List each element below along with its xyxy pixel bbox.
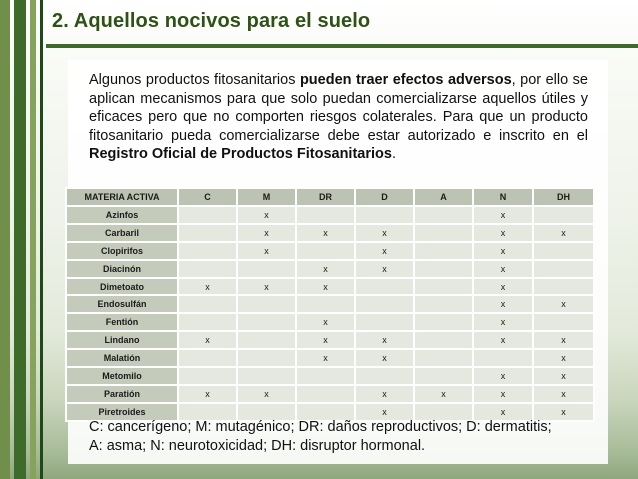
effect-cell: x xyxy=(355,349,414,367)
table-row xyxy=(66,295,594,313)
intro-text: , por ello se aplican mecanismos para que solo puedan comercializarse aquellos útiles y eficaces pero que no comporten riesgos colaterales. Para que un producto fitosanitario pueda comercializarse debe estar autorizado e inscrito en el xyxy=(89,72,588,144)
effect-cell: x xyxy=(296,331,355,349)
effect-cell xyxy=(296,385,355,403)
decorative-side-bars xyxy=(0,0,46,479)
active-substances-table-image xyxy=(65,187,593,417)
column-header-dr: DR xyxy=(296,188,355,206)
slide-title: 2. Aquellos nocivos para el suelo xyxy=(52,10,371,32)
effect-cell: x xyxy=(296,278,355,296)
effect-cell xyxy=(178,295,237,313)
active-substance-name: Carbaril xyxy=(66,224,178,242)
column-header-dh: DH xyxy=(533,188,594,206)
table-row xyxy=(66,206,594,224)
effect-cell xyxy=(414,349,473,367)
effect-cell xyxy=(178,313,237,331)
effect-cell xyxy=(355,206,414,224)
column-header-a: A xyxy=(414,188,473,206)
intro-emphasis: pueden traer efectos adversos xyxy=(299,72,512,88)
effect-cell: x xyxy=(533,224,594,242)
effect-cell xyxy=(473,349,533,367)
effect-cell: x xyxy=(237,242,296,260)
effect-cell xyxy=(296,206,355,224)
table-header-row xyxy=(66,188,594,206)
active-substances-table xyxy=(65,187,595,422)
legend-line: A: asma; N: neurotoxicidad; DH: disruptor hormonal. xyxy=(89,437,426,454)
effect-cell xyxy=(414,278,473,296)
effect-cell: x xyxy=(355,403,414,421)
active-substance-name: Diacinón xyxy=(66,260,178,278)
active-substance-name: Metomilo xyxy=(66,367,178,385)
effect-cell xyxy=(296,367,355,385)
effect-cell xyxy=(178,242,237,260)
active-substance-name: Malatión xyxy=(66,349,178,367)
effect-cell xyxy=(237,331,296,349)
effect-cell: x xyxy=(355,260,414,278)
effect-cell: x xyxy=(473,295,533,313)
effect-cell: x xyxy=(473,331,533,349)
effect-cell xyxy=(237,367,296,385)
effect-cell: x xyxy=(533,367,594,385)
effect-cell xyxy=(414,295,473,313)
effect-cell: x xyxy=(296,224,355,242)
effect-cell: x xyxy=(533,295,594,313)
effect-cell: x xyxy=(414,385,473,403)
effect-cell: x xyxy=(473,206,533,224)
effect-cell xyxy=(178,206,237,224)
effect-cell: x xyxy=(355,242,414,260)
effect-cell: x xyxy=(296,349,355,367)
active-substance-name: Paratión xyxy=(66,385,178,403)
effect-cell: x xyxy=(533,349,594,367)
effect-cell: x xyxy=(473,242,533,260)
registry-name: Registro Oficial de Productos Fitosanitarios xyxy=(89,146,392,163)
effect-cell xyxy=(414,331,473,349)
effect-cell: x xyxy=(533,331,594,349)
column-header-n: N xyxy=(473,188,533,206)
effect-cell xyxy=(237,260,296,278)
effect-cell xyxy=(178,349,237,367)
column-header-d: D xyxy=(355,188,414,206)
active-substance-name: Endosulfán xyxy=(66,295,178,313)
table-row xyxy=(66,242,594,260)
effect-cell xyxy=(414,313,473,331)
effect-cell: x xyxy=(296,313,355,331)
effect-cell: x xyxy=(178,278,237,296)
effect-cell xyxy=(414,242,473,260)
effect-cell xyxy=(178,367,237,385)
effect-cell: x xyxy=(473,367,533,385)
effect-cell: x xyxy=(178,331,237,349)
table-row xyxy=(66,367,594,385)
effect-cell: x xyxy=(355,331,414,349)
effect-cell: x xyxy=(473,278,533,296)
effect-cell xyxy=(533,313,594,331)
effect-cell: x xyxy=(473,403,533,421)
effect-cell xyxy=(237,349,296,367)
table-row xyxy=(66,331,594,349)
effect-cell xyxy=(533,206,594,224)
table-row xyxy=(66,224,594,242)
intro-paragraph xyxy=(89,71,588,164)
column-header-c: C xyxy=(178,188,237,206)
active-substance-name: Fentión xyxy=(66,313,178,331)
effect-cell xyxy=(178,260,237,278)
table-row xyxy=(66,260,594,278)
effect-cell: x xyxy=(473,385,533,403)
effect-cell: x xyxy=(237,224,296,242)
effect-cell: x xyxy=(355,385,414,403)
effect-cell: x xyxy=(237,206,296,224)
effect-cell: x xyxy=(355,224,414,242)
active-substance-name: Lindano xyxy=(66,331,178,349)
legend xyxy=(89,418,604,455)
effect-cell xyxy=(533,260,594,278)
table-row xyxy=(66,278,594,296)
side-bar xyxy=(40,0,43,479)
effect-cell xyxy=(533,278,594,296)
effect-cell xyxy=(237,295,296,313)
active-substance-name: Azinfos xyxy=(66,206,178,224)
effect-cell: x xyxy=(237,385,296,403)
effect-cell xyxy=(414,367,473,385)
column-header-m: M xyxy=(237,188,296,206)
effect-cell: x xyxy=(473,224,533,242)
side-bar xyxy=(14,0,26,479)
effect-cell: x xyxy=(237,278,296,296)
effect-cell xyxy=(414,260,473,278)
effect-cell: x xyxy=(533,385,594,403)
intro-text: . xyxy=(391,146,396,163)
effect-cell xyxy=(178,224,237,242)
active-substance-name: Dimetoato xyxy=(66,278,178,296)
effect-cell: x xyxy=(473,260,533,278)
effect-cell xyxy=(296,242,355,260)
table-row xyxy=(66,385,594,403)
active-substance-name: Clopirifos xyxy=(66,242,178,260)
effect-cell xyxy=(533,242,594,260)
effect-cell xyxy=(355,295,414,313)
effect-cell: x xyxy=(178,385,237,403)
side-bar xyxy=(0,0,10,479)
effect-cell xyxy=(414,224,473,242)
table-row xyxy=(66,349,594,367)
legend-line: C: cancerígeno; M: mutagénico; DR: daños reproductivos; D: dermatitis; xyxy=(89,419,552,435)
effect-cell xyxy=(355,313,414,331)
effect-cell: x xyxy=(533,403,594,421)
active-substance-name: Piretroides xyxy=(66,403,178,421)
title-underline xyxy=(46,44,638,48)
intro-text: Algunos productos fitosanitarios xyxy=(89,72,300,88)
effect-cell xyxy=(355,278,414,296)
side-bar xyxy=(30,0,36,479)
effect-cell xyxy=(237,313,296,331)
effect-cell xyxy=(296,295,355,313)
effect-cell xyxy=(414,206,473,224)
effect-cell: x xyxy=(296,260,355,278)
table-row xyxy=(66,313,594,331)
effect-cell: x xyxy=(473,313,533,331)
column-header-active-substance: MATERIA ACTIVA xyxy=(66,188,178,206)
effect-cell xyxy=(355,367,414,385)
